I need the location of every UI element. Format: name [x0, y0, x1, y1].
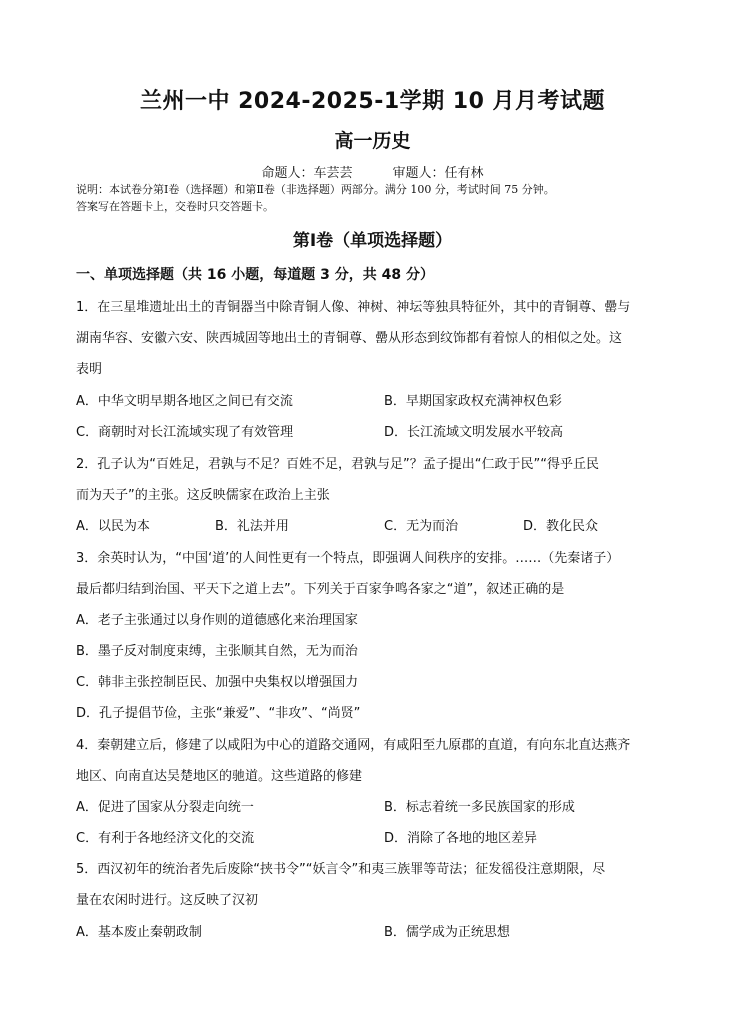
reviewer: 审题人：任有林 [392, 166, 484, 181]
exam-title: 兰州一中 2024-2025-1学期 10 月月考试题 [139, 89, 606, 114]
q2-option-c: C．无为而治 [384, 519, 459, 534]
q1-option-d: D．长江流域文明发展水平较高 [384, 425, 564, 440]
q3-option-b: B．墨子反对制度束缚，主张顺其自然，无为而治 [76, 644, 358, 659]
q3-option-c: C．韩非主张控制臣民、加强中央集权以增强国力 [76, 675, 359, 690]
instructions-line-1: 说明：本试卷分第Ⅰ卷（选择题）和第Ⅱ卷（非选择题）两部分。满分 100 分，考试时间 75 分钟。 [76, 183, 555, 196]
q2-option-d: D．教化民众 [523, 519, 599, 534]
q1-option-a: A．中华文明早期各地区之间已有交流 [76, 394, 293, 409]
q4-option-c: C．有利于各地经济文化的交流 [76, 831, 255, 846]
q2-stem-1: 2．孔子认为“百姓足，君孰与不足？百姓不足，君孰与足”？孟子提出“仁政于民”“得乎丘民 [76, 457, 599, 472]
q4-stem-1: 4．秦朝建立后，修建了以咸阳为中心的道路交通网，有咸阳至九原郡的直道，有向东北直达燕齐 [76, 738, 631, 753]
authors-line [0, 162, 745, 181]
proposer: 命题人：车芸芸 [261, 166, 353, 181]
q1-option-c: C．商朝时对长江流域实现了有效管理 [76, 425, 294, 440]
q2-option-a: A．以民为本 [76, 519, 150, 534]
q2-stem-2: 而为天子”的主张。这反映儒家在政治上主张 [76, 488, 330, 503]
q4-option-d: D．消除了各地的地区差异 [384, 831, 538, 846]
q5-stem-1: 5．西汉初年的统治者先后废除“挟书令”“妖言令”和夷三族罪等苛法；征发徭役注意期限，尽 [76, 862, 606, 877]
q2-option-b: B．礼法并用 [215, 519, 289, 534]
q5-stem-2: 量在农闲时进行。这反映了汉初 [76, 893, 259, 908]
q5-option-b: B．儒学成为正统思想 [384, 925, 510, 940]
volume-title: 第Ⅰ卷（单项选择题） [292, 231, 453, 251]
q1-stem-3: 表明 [76, 362, 103, 377]
instructions [76, 181, 676, 215]
q3-stem-2: 最后都归结到治国、平天下之道上去”。下列关于百家争鸣各家之“道”，叙述正确的是 [76, 582, 565, 597]
q3-option-a: A．老子主张通过以身作则的道德感化来治理国家 [76, 613, 358, 628]
q1-stem-2: 湖南华容、安徽六安、陕西城固等地出土的青铜尊、罍从形态到纹饰都有着惊人的相似之处。这 [76, 331, 623, 346]
q3-option-d: D．孔子提倡节俭，主张“兼爱”、“非攻”、“尚贤” [76, 706, 361, 721]
q4-stem-2: 地区、向南直达吴楚地区的驰道。这些道路的修建 [76, 769, 363, 784]
q4-option-a: A．促进了国家从分裂走向统一 [76, 800, 254, 815]
q1-option-b: B．早期国家政权充满神权色彩 [384, 394, 562, 409]
exam-subject: 高一历史 [334, 130, 411, 152]
q3-stem-1: 3．余英时认为，“中国‘道’的人间性更有一个特点，即强调人间秩序的安排。……（先秦诸子） [76, 551, 620, 566]
section-title: 一、单项选择题（共 16 小题，每道题 3 分，共 48 分） [76, 267, 434, 283]
q1-stem-1: 1．在三星堆遗址出土的青铜器当中除青铜人像、神树、神坛等独具特征外，其中的青铜尊、罍与 [76, 300, 631, 315]
q5-option-a: A．基本废止秦朝政制 [76, 925, 202, 940]
q4-option-b: B．标志着统一多民族国家的形成 [384, 800, 575, 815]
instructions-line-2: 答案写在答题卡上，交卷时只交答题卡。 [76, 200, 274, 213]
